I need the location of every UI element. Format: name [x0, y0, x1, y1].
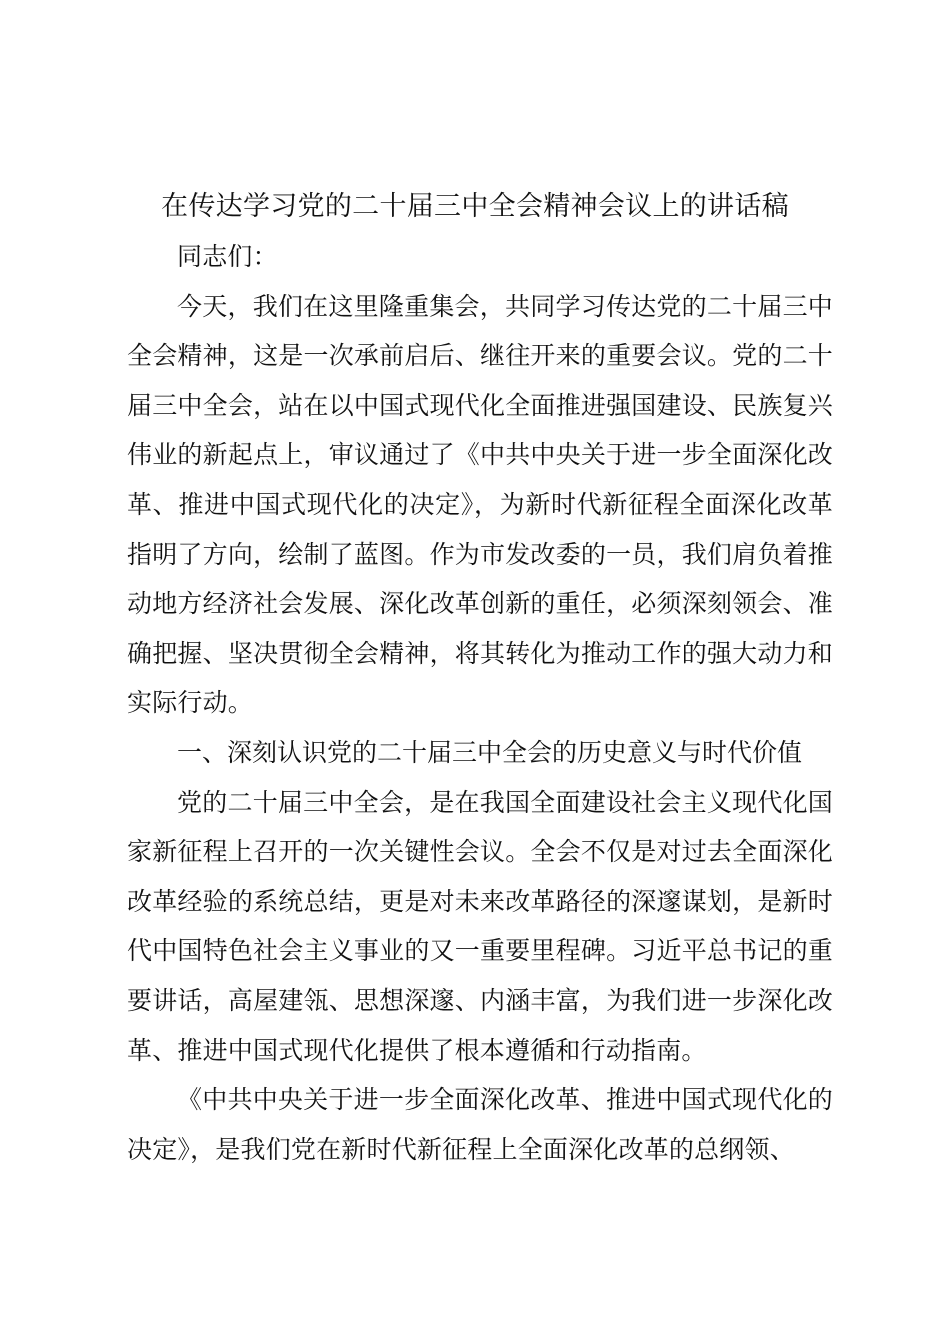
- document-title: 在传达学习党的二十届三中全会精神会议上的讲话稿: [161, 191, 789, 222]
- section-1-paragraph-2: 《中共中央关于进一步全面深化改革、推进中国式现代化的决定》，是我们党在新时代新征程上全面深化改革的总纲领、: [127, 1085, 833, 1164]
- salutation: 同志们：: [177, 242, 278, 271]
- document-body: [127, 232, 833, 1174]
- intro-paragraph: 今天，我们在这里隆重集会，共同学习传达党的二十届三中全会精神，这是一次承前启后、继往开来的重要会议。党的二十届三中全会，站在以中国式现代化全面推进强国建设、民族复兴伟业的新起点上，审议通过了《中共中央关于进一步全面深化改革、推进中国式现代化的决定》，为新时代新征程全面深化改革指明了方向，绘制了蓝图。作为市发改委的一员，我们肩负着推动地方经济社会发展、深化改革创新的重任，必须深刻领会、准确把握、坚决贯彻全会精神，将其转化为推动工作的强大动力和实际行动。: [127, 291, 833, 718]
- section-heading-1: 一、深刻认识党的二十届三中全会的历史意义与时代价值: [177, 737, 803, 767]
- section-1-paragraph-1: 党的二十届三中全会，是在我国全面建设社会主义现代化国家新征程上召开的一次关键性会议。全会不仅是对过去全面深化改革经验的系统总结，更是对未来改革路径的深邃谋划，是新时代中国特色社会主义事业的又一重要里程碑。习近平总书记的重要讲话，高屋建瓴、思想深邃、内涵丰富，为我们进一步深化改革、推进中国式现代化提供了根本遵循和行动指南。: [127, 787, 833, 1065]
